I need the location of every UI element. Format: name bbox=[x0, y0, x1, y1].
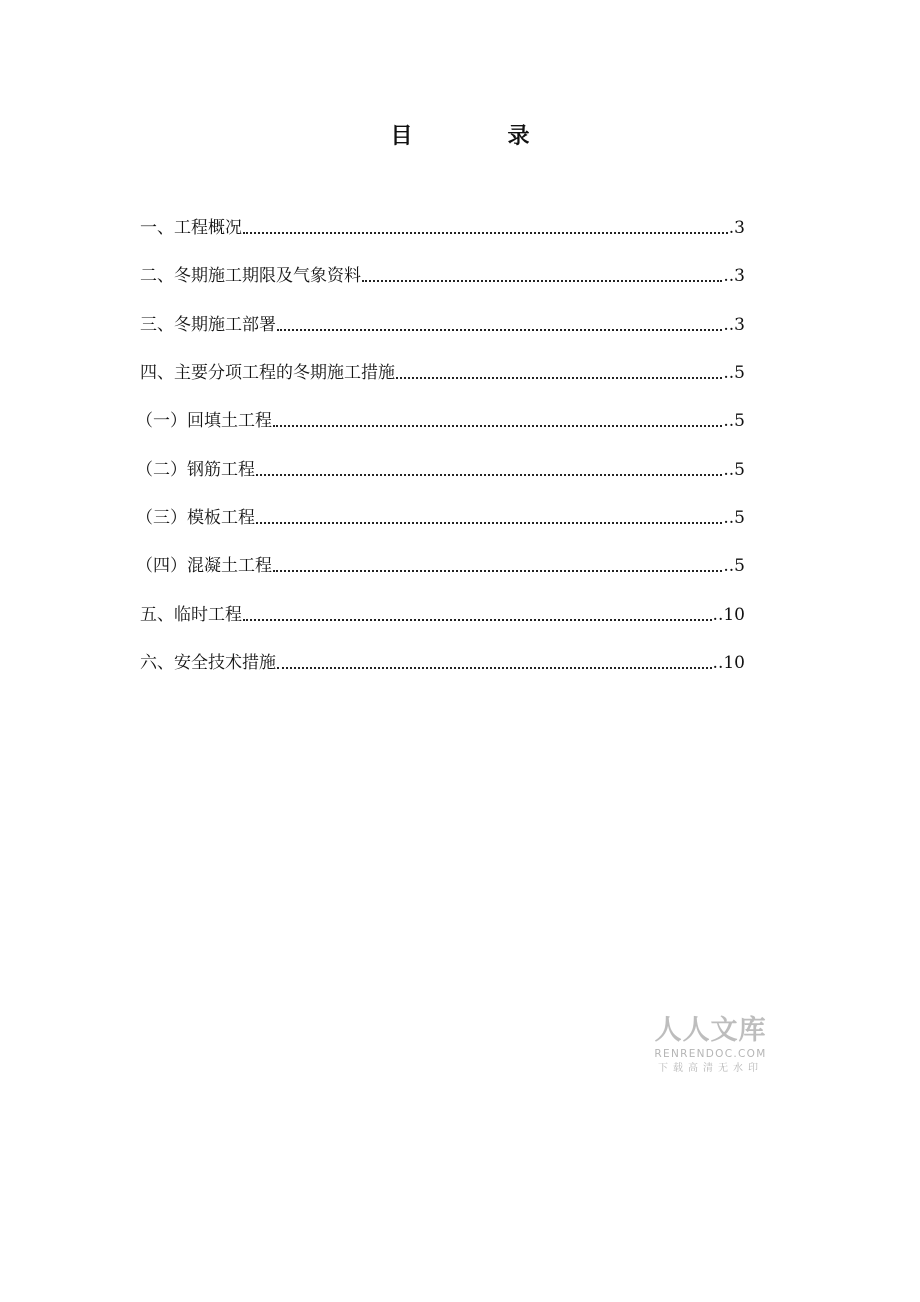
toc-entry-label: 三、冬期施工部署 bbox=[140, 314, 276, 335]
toc-dot-leader bbox=[243, 216, 728, 240]
toc-entry[interactable] bbox=[140, 301, 745, 349]
toc-entry[interactable] bbox=[140, 349, 745, 397]
toc-entry-page: ..5 bbox=[723, 459, 745, 480]
toc-entry-label: （一）回填土工程 bbox=[136, 411, 272, 432]
toc-dot-leader bbox=[396, 361, 722, 385]
toc-entry[interactable] bbox=[140, 204, 745, 252]
toc-entry-page: ..3 bbox=[723, 266, 745, 287]
toc-dot-leader bbox=[256, 506, 722, 530]
toc-subentry[interactable] bbox=[136, 542, 745, 590]
toc-heading-char-2: 录 bbox=[507, 123, 530, 149]
toc-entry-page: ..5 bbox=[723, 411, 745, 432]
toc-entry-page: ..3 bbox=[723, 314, 745, 335]
toc-dot-leader bbox=[277, 313, 722, 337]
toc-entry[interactable] bbox=[140, 639, 745, 687]
toc-entry-label: 四、主要分项工程的冬期施工措施 bbox=[140, 363, 395, 384]
toc-entry-page: ..10 bbox=[712, 604, 745, 625]
toc-entry-label: 六、安全技术措施 bbox=[140, 652, 276, 673]
toc-list bbox=[136, 204, 745, 687]
toc-subentry[interactable] bbox=[136, 445, 745, 493]
toc-subentry[interactable] bbox=[136, 397, 745, 445]
toc-entry-page: ..5 bbox=[723, 556, 745, 577]
toc-entry-label: 一、工程概况 bbox=[140, 218, 242, 239]
toc-entry-page: ..10 bbox=[712, 652, 745, 673]
toc-heading bbox=[0, 120, 920, 152]
toc-dot-leader bbox=[277, 651, 712, 675]
toc-subentry[interactable] bbox=[136, 494, 745, 542]
toc-entry-label: 五、临时工程 bbox=[140, 604, 242, 625]
toc-dot-leader bbox=[362, 264, 722, 288]
toc-heading-char-1: 目 bbox=[390, 123, 413, 149]
watermark-slogan: 下载高清无水印 bbox=[658, 1063, 763, 1074]
watermark-logo: 人人文库 bbox=[654, 1015, 767, 1046]
toc-entry-page: .3 bbox=[728, 218, 745, 239]
toc-entry-page: ..5 bbox=[723, 507, 745, 528]
toc-dot-leader bbox=[273, 409, 722, 433]
toc-dot-leader bbox=[243, 603, 712, 627]
toc-entry[interactable] bbox=[140, 590, 745, 638]
toc-entry-label: （三）模板工程 bbox=[136, 507, 255, 528]
watermark bbox=[648, 1015, 773, 1080]
watermark-site: RENRENDOC.COM bbox=[654, 1048, 767, 1060]
toc-entry-label: （二）钢筋工程 bbox=[136, 459, 255, 480]
toc-entry-label: 二、冬期施工期限及气象资料 bbox=[140, 266, 361, 287]
toc-dot-leader bbox=[256, 458, 722, 482]
toc-entry[interactable] bbox=[140, 252, 745, 300]
toc-dot-leader bbox=[273, 554, 722, 578]
toc-entry-page: ..5 bbox=[723, 363, 745, 384]
toc-entry-label: （四）混凝土工程 bbox=[136, 556, 272, 577]
